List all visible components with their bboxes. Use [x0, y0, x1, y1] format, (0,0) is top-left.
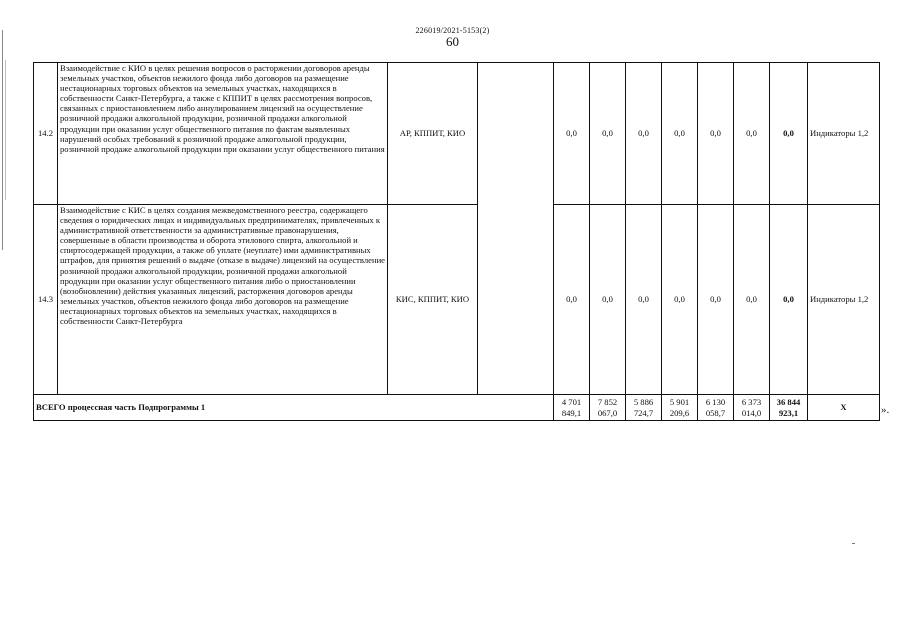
row-description: Взаимодействие с КИС в целях создания межведомственного реестра, содержащего сведения о юридических лицах и индивидуальных предпринимателях, привлеченных к административной ответственности за административные правонарушения, совершенные в области производства и оборота этилового спирта, алкогольной и спиртосодержащей продукции, а также об уплате (неуплате) ими административных штрафов, для принятия решений о выдаче (отказе в выдаче) лицензий на осуществление розничной продажи алкогольной продукции, розничной продажи алкогольной продукции при оказании услуг общественного питания либо о приостановлении (возобновлении) действия указанных лицензий, расторжения договоров аренды земельных участков, объектов нежилого фонда либо договоров на размещение нестационарных торговых объектов на земельных участках, находящихся в собственности Санкт-Петербурга — [58, 205, 388, 395]
row-description: Взаимодействие с КИО в целях решения вопросов о расторжении договоров аренды земельных участков, объектов нежилого фонда либо договоров на размещение нестационарных торговых объектов на земельных участках, находящихся в собственности Санкт-Петербурга, а также с КППИТ в целях рассмотрения вопросов, связанных с приостановлением либо аннулированием лицензий на осуществление розничной продажи алкогольной продукции, розничной продажи алкогольной продукции при оказании услуг общественного питания по фактам выявленных нарушений особых требований к розничной продаже алкогольной продукции, розничной продаже алкогольной продукции при оказании услуг общественного питания — [58, 63, 388, 205]
value-cell: 0,0 — [590, 63, 626, 205]
value-cell: 0,0 — [734, 63, 770, 205]
value-cell: 0,0 — [698, 205, 734, 395]
total-value-cell: 5 886 724,7 — [626, 395, 662, 421]
scan-edge-line — [2, 30, 3, 250]
row-number: 14.3 — [34, 205, 58, 395]
row-indicators: Индикаторы 1,2 — [808, 63, 880, 205]
row-indicators: Индикаторы 1,2 — [808, 205, 880, 395]
total-row — [34, 395, 880, 421]
total-value-cell: 6 130 058,7 — [698, 395, 734, 421]
scan-edge-line — [5, 60, 6, 200]
table-row — [34, 205, 880, 395]
row-number: 14.2 — [34, 63, 58, 205]
page-number: 60 — [446, 34, 459, 49]
value-cell: 0,0 — [626, 205, 662, 395]
table-row — [34, 63, 880, 205]
row-total: 0,0 — [770, 63, 808, 205]
value-cell: 0,0 — [554, 63, 590, 205]
value-cell: 0,0 — [698, 63, 734, 205]
total-value-cell: 7 852 067,0 — [590, 395, 626, 421]
value-cell: 0,0 — [590, 205, 626, 395]
document-code: 226019/2021-5153(2) — [415, 26, 490, 35]
row-executors: АР, КППИТ, КИО — [388, 63, 478, 205]
total-label: ВСЕГО процессная часть Подпрограммы 1 — [34, 395, 554, 421]
total-indicators: Х — [808, 395, 880, 421]
program-table — [33, 62, 880, 421]
empty-column — [478, 63, 554, 395]
grand-total: 36 844 923,1 — [770, 395, 808, 421]
closing-quote-mark: ». — [881, 404, 890, 416]
value-cell: 0,0 — [554, 205, 590, 395]
value-cell: 0,0 — [734, 205, 770, 395]
total-value-cell: 5 901 209,6 — [662, 395, 698, 421]
scan-speck — [852, 543, 855, 544]
row-executors: КИС, КППИТ, КИО — [388, 205, 478, 395]
value-cell: 0,0 — [662, 205, 698, 395]
value-cell: 0,0 — [626, 63, 662, 205]
total-value-cell: 4 701 849,1 — [554, 395, 590, 421]
total-value-cell: 6 373 014,0 — [734, 395, 770, 421]
value-cell: 0,0 — [662, 63, 698, 205]
row-total: 0,0 — [770, 205, 808, 395]
